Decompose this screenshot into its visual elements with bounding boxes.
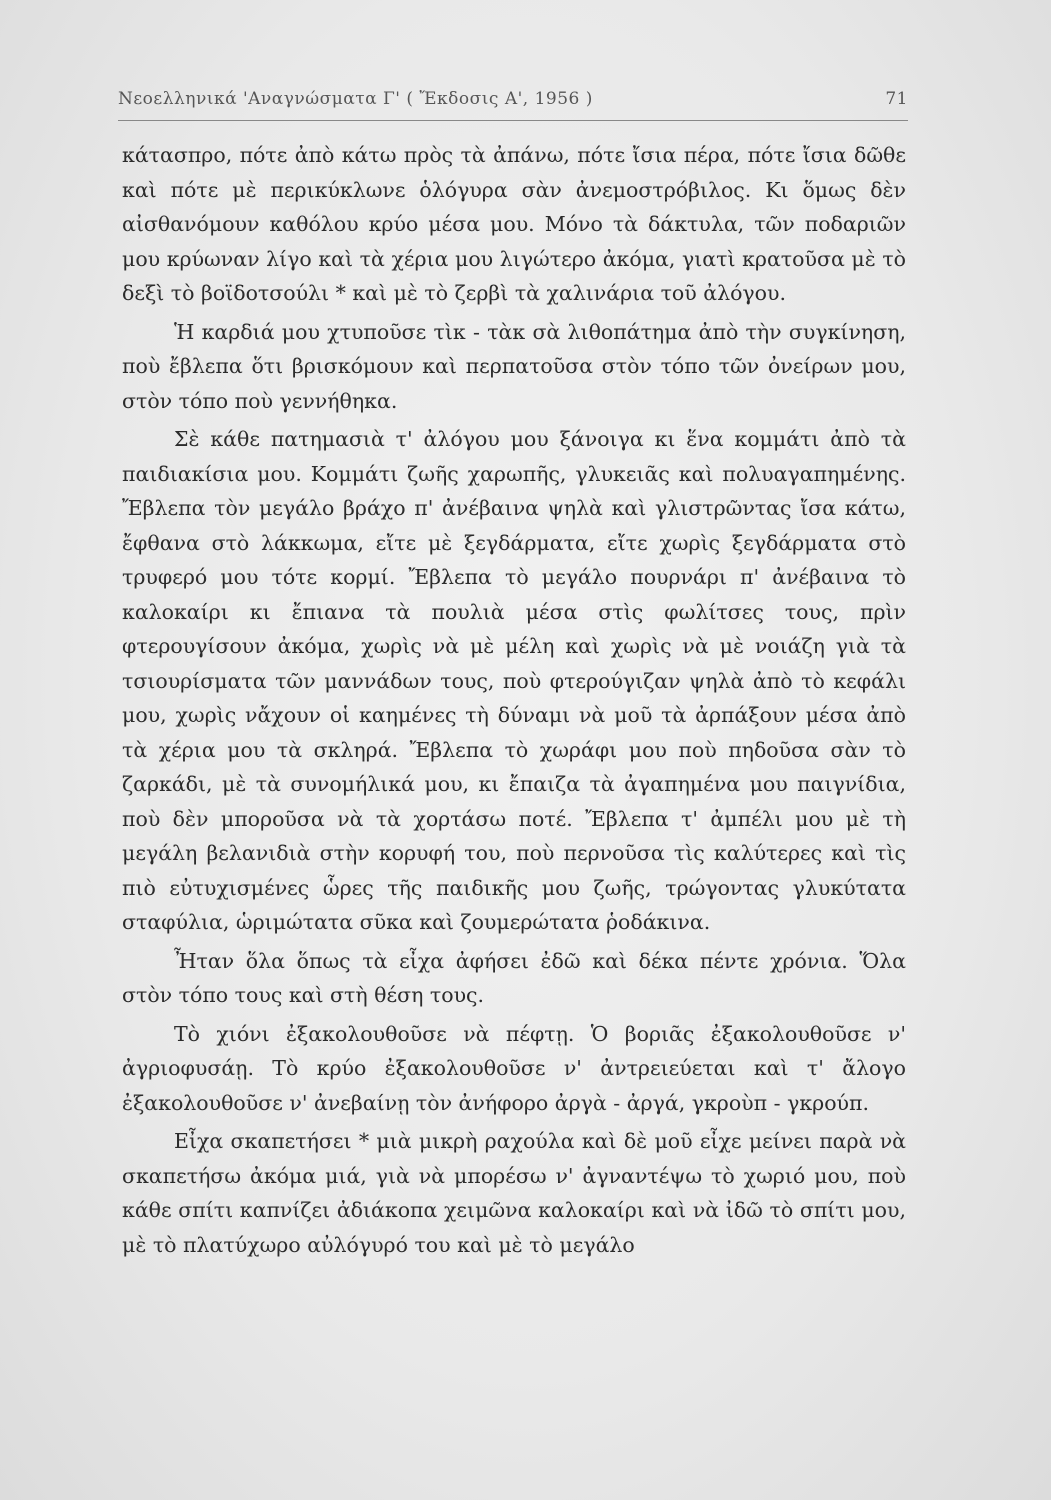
running-header bbox=[118, 83, 908, 117]
header-rule bbox=[118, 120, 908, 121]
paragraph-1: κάτασπρο, πότε ἀπὸ κάτω πρὸς τὰ ἀπάνω, πότε ἴσια πέρα, πότε ἴσια δῶθε καὶ πότε μὲ περικύκλωνε ὁλόγυρα σὰν ἀνεμοστρόβιλος. Κι ὅμως δὲν αἰσθανόμουν καθόλου κρύο μέσα μου. Μόνο τὰ δάκτυλα, τῶν ποδαριῶν μου κρύωναν λίγο καὶ τὰ χέρια μου λιγώτερο ἀκόμα, γιατὶ κρατοῦσα μὲ τὸ δεξὶ τὸ βοϊδοτσούλι * καὶ μὲ τὸ ζερβὶ τὰ χαλινάρια τοῦ ἀλόγου. bbox=[122, 143, 906, 305]
paragraph-2: Ἡ καρδιά μου χτυποῦσε τὶκ - τὰκ σὰ λιθοπάτημα ἀπὸ τὴν συγκίνηση, ποὺ ἔβλεπα ὅτι βρισκόμουν καὶ περπατοῦσα στὸν τόπο τῶν ὀνείρων μου, στὸν τόπο ποὺ γεννήθηκα. bbox=[122, 319, 906, 413]
paragraph-6: Εἶχα σκαπετήσει * μιὰ μικρὴ ραχούλα καὶ δὲ μοῦ εἶχε μείνει παρὰ νὰ σκαπετήσω ἀκόμα μιά, γιὰ νὰ μπορέσω ν' ἀγναντέψω τὸ χωριό μου, ποὺ κάθε σπίτι καπνίζει ἀδιάκοπα χειμῶνα καλοκαίρι καὶ νὰ ἰδῶ τὸ σπίτι μου, μὲ τὸ πλατύχωρο αὐλόγυρό του καὶ μὲ τὸ μεγάλο bbox=[122, 1129, 906, 1257]
page-number: 71 bbox=[885, 89, 908, 109]
header-title: Νεοελληνικά 'Αναγνώσματα Γ' ( Ἔκδοσις Α', 1956 ) bbox=[118, 89, 593, 109]
text-body bbox=[122, 138, 906, 1266]
paragraph-4: Ἦταν ὅλα ὅπως τὰ εἶχα ἀφήσει ἐδῶ καὶ δέκα πέντε χρόνια. Ὅλα στὸν τόπο τους καὶ στὴ θέση τους. bbox=[122, 948, 906, 1007]
paragraph-5: Τὸ χιόνι ἐξακολουθοῦσε νὰ πέφτῃ. Ὁ βοριᾶς ἐξακολουθοῦσε ν' ἀγριοφυσάῃ. Τὸ κρύο ἐξακολουθοῦσε ν' ἀντρειεύεται καὶ τ' ἄλογο ἐξακολουθοῦσε ν' ἀνεβαίνῃ τὸν ἀνήφορο ἀργὰ - ἀργά, γκροὺπ - γκρούπ. bbox=[122, 1021, 906, 1115]
paragraph-3: Σὲ κάθε πατημασιὰ τ' ἀλόγου μου ξάνοιγα κι ἕνα κομμάτι ἀπὸ τὰ παιδιακίσια μου. Κομμάτι ζωῆς χαρωπῆς, γλυκειᾶς καὶ πολυαγαπημένης. Ἔβλεπα τὸν μεγάλο βράχο π' ἀνέβαινα ψηλὰ καὶ γλιστρῶντας ἴσα κάτω, ἔφθανα στὸ λάκκωμα, εἴτε μὲ ξεγδάρματα, εἴτε χωρὶς ξεγδάρματα στὸ τρυφερό μου τότε κορμί. Ἔβλεπα τὸ μεγάλο πουρνάρι π' ἀνέβαινα τὸ καλοκαίρι κι ἔπιανα τὰ πουλιὰ μέσα στὶς φωλίτσες τους, πρὶν φτερουγίσουν ἀκόμα, χωρὶς νὰ μὲ μέλη καὶ χωρὶς νὰ μὲ νοιάζη γιὰ τὰ τσιουρίσματα τῶν μαννάδων τους, ποὺ φτερούγιζαν ψηλὰ ἀπὸ τὸ κεφάλι μου, χωρὶς νἄχουν οἱ καημένες τὴ δύναμι νὰ μοῦ τὰ ἀρπάξουν μέσα ἀπὸ τὰ χέρια μου τὰ σκληρά. Ἔβλεπα τὸ χωράφι μου ποὺ πηδοῦσα σὰν τὸ ζαρκάδι, μὲ τὰ συνομήλικά μου, κι ἔπαιζα τὰ ἀγαπημένα μου παιγνίδια, ποὺ δὲν μποροῦσα νὰ τὰ χορτάσω ποτέ. Ἔβλεπα τ' ἀμπέλι μου μὲ τὴ μεγάλη βελανιδιὰ στὴν κορυφή του, ποὺ περνοῦσα τὶς καλύτερες καὶ τὶς πιὸ εὐτυχισμένες ὧρες τῆς παιδικῆς μου ζωῆς, τρώγοντας γλυκύτατα σταφύλια, ὡριμώτατα σῦκα καὶ ζουμερώτατα ῥοδάκινα. bbox=[122, 427, 906, 934]
